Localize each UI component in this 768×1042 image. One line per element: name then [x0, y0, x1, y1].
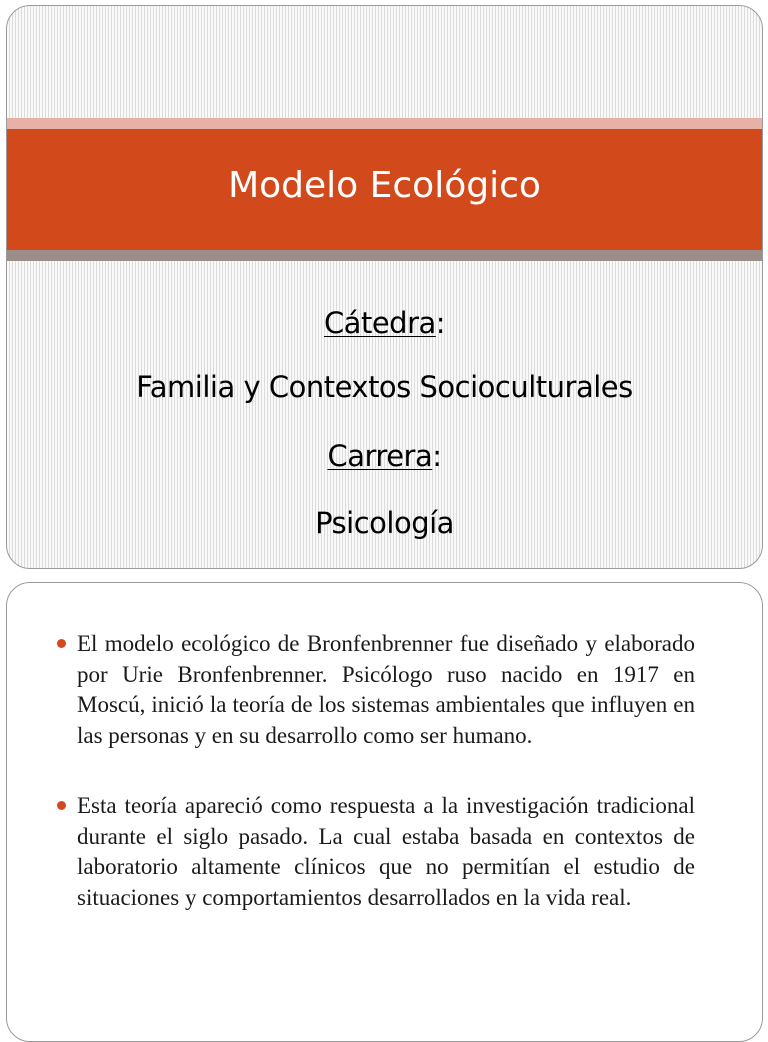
bullet-dot-icon	[57, 801, 66, 810]
catedra-value: Familia y Contextos Socioculturales	[136, 370, 633, 404]
carrera-heading	[7, 439, 762, 473]
bullet-text: El modelo ecológico de Bronfenbrenner fue diseñado y elaborado por Urie Bronfenbrenner. Psicólogo ruso nacido en 1917 en Moscú, inició la teoría de los sistemas ambientales que influyen en las personas y en su desarrollo como ser humano.	[77, 631, 695, 748]
carrera-value: Psicología	[315, 506, 454, 540]
title-band-top-stripe	[7, 118, 762, 129]
content-slide	[6, 582, 763, 1042]
bullet-item	[55, 629, 695, 751]
title-band-bottom-stripe	[7, 250, 762, 261]
bullet-dot-icon	[57, 639, 66, 648]
carrera-label: Carrera	[327, 439, 433, 473]
title-band	[7, 129, 762, 250]
catedra-colon: :	[435, 306, 446, 340]
catedra-label: Cátedra	[323, 306, 436, 340]
bullet-text: Esta teoría apareció como respuesta a la investigación tradicional durante el siglo pasado. La cual estaba basada en contextos de laboratorio altamente clínicos que no permitían el estudio de situaciones y comportamientos desarrollados en la vida real.	[77, 793, 695, 910]
bullet-item	[55, 791, 695, 913]
carrera-colon: :	[432, 439, 442, 473]
catedra-heading	[7, 306, 762, 340]
title-slide	[6, 5, 763, 569]
slide-title: Modelo Ecológico	[228, 165, 541, 206]
bullet-list	[55, 629, 695, 913]
